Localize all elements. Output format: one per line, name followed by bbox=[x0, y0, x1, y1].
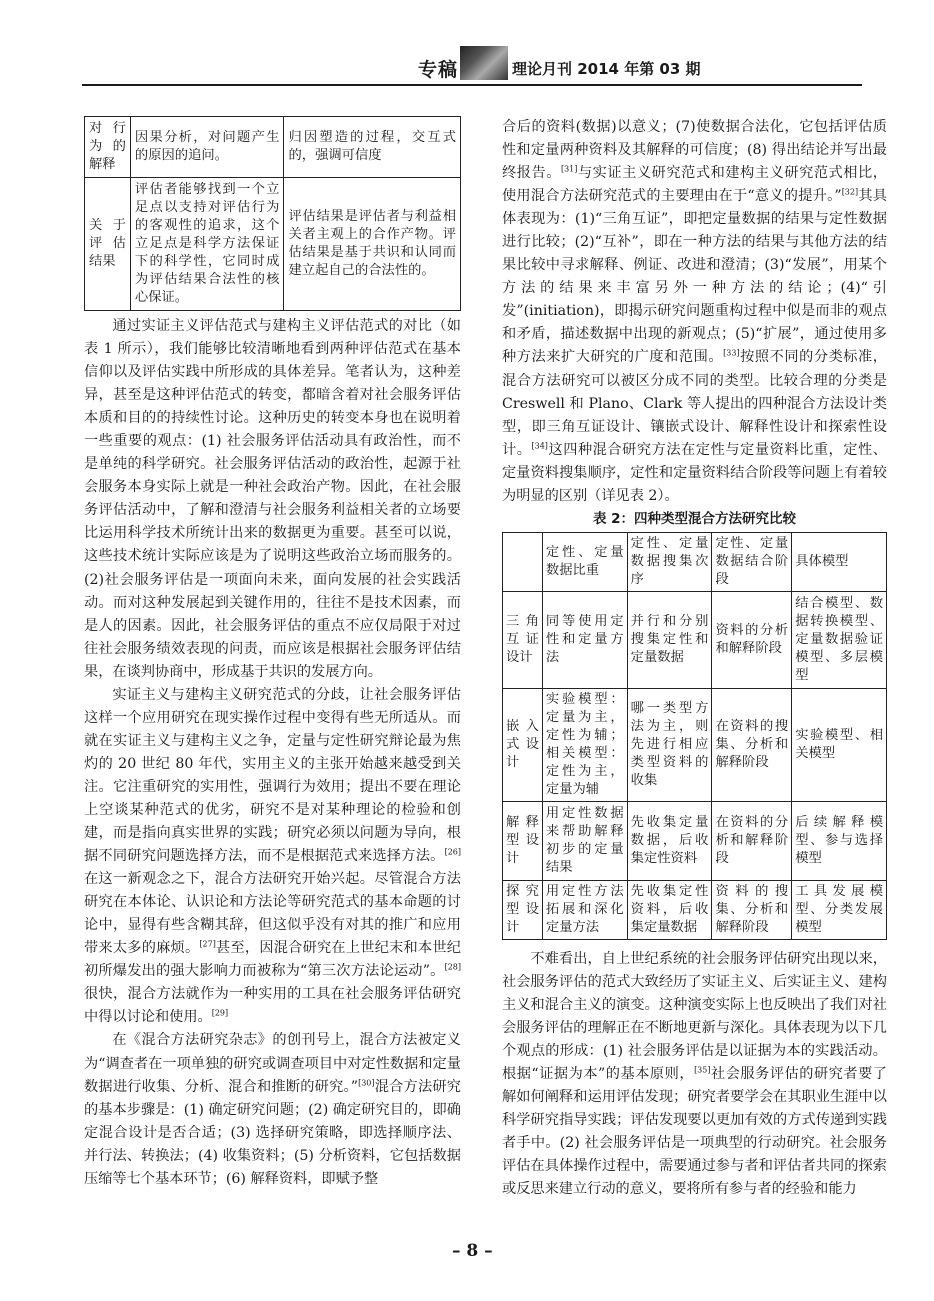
citation: [29] bbox=[211, 1008, 229, 1018]
table-header-cell: 定性、定量数据结合阶段 bbox=[712, 532, 792, 591]
paragraph: 在《混合方法研究杂志》的创刊号上，混合方法被定义为“调查者在一项单独的研究或调查项目中对定性数据和定量数据进行收集、分析、混合和推断的研究。”[30]混合方法研究的基本步骤是：(1) 确定研究问题；(2) 确定研究目的，即确定混合设计是否合适；(3) 选择研究策略，即选择顺序法、并行法、转换法；(4) 收集资料；(5) 分析资料，它包括数据压缩等七个基本环节；(6) 解释资料，即赋予整 bbox=[84, 1032, 461, 1187]
table-cell: 三角互证设计 bbox=[503, 591, 543, 688]
table-cell: 先收集定性资料，后收集定量数据 bbox=[627, 880, 712, 939]
table-cell: 嵌入式设计 bbox=[503, 688, 543, 801]
table-cell: 资料的分析和解释阶段 bbox=[712, 591, 792, 688]
page-number: – 8 – bbox=[452, 1241, 493, 1261]
citation: [30] bbox=[358, 1077, 375, 1087]
table-header-cell: 定性、定量数据搜集次序 bbox=[627, 532, 712, 591]
table-cell: 用定性方法拓展和深化定量方法 bbox=[542, 880, 627, 939]
table-cell: 关于评估结果 bbox=[85, 178, 131, 311]
table-cell: 用定性数据来帮助解释初步的定量结果 bbox=[542, 801, 627, 880]
table-cell: 结合模型、数据转换模型、定量数据验证模型、多层模型 bbox=[792, 591, 887, 688]
citation: [34] bbox=[531, 440, 548, 450]
left-column bbox=[84, 116, 461, 1191]
table-cell: 实验模型、相关模型 bbox=[792, 688, 887, 801]
citation: [28] bbox=[444, 962, 461, 972]
page-header bbox=[0, 0, 934, 90]
table-cell: 资料的搜集、分析和解释阶段 bbox=[712, 880, 792, 939]
citation: [31] bbox=[560, 164, 578, 174]
right-column bbox=[502, 116, 887, 1201]
table-row bbox=[503, 688, 887, 801]
table-cell: 探究型设计 bbox=[503, 880, 543, 939]
table-row bbox=[503, 880, 887, 939]
table-cell: 因果分析，对问题产生的原因的追问。 bbox=[130, 117, 284, 178]
table-cell: 解释型设计 bbox=[503, 801, 543, 880]
table-1-fragment bbox=[84, 116, 461, 311]
table-row bbox=[503, 801, 887, 880]
table-cell: 评估结果是评估者与利益相关者主观上的合作产物。评估结果是基于共识和认同而建立起自己的合法性的。 bbox=[284, 178, 461, 311]
header-rule bbox=[82, 84, 862, 86]
table-cell: 在资料的搜集、分析和解释阶段 bbox=[712, 688, 792, 801]
citation: [26] bbox=[444, 847, 461, 857]
citation: [33] bbox=[723, 348, 740, 358]
journal-title: 理论月刊 2014 年第 03 期 bbox=[512, 60, 701, 78]
table-cell: 并行和分别搜集定性和定量数据 bbox=[627, 591, 712, 688]
table-cell: 实验模型：定量为主，定性为辅；相关模型：定性为主，定量为辅 bbox=[542, 688, 627, 801]
paragraph: 不难看出，自上世纪系统的社会服务评估研究出现以来，社会服务评估的范式大致经历了实证主义、后实证主义、建构主义和混合主义的演变。这种演变实际上也反映出了我们对社会服务评估的理解正在不断地更新与深化。具体表现为以下几个观点的形成：(1) 社会服务评估是以证据为本的实践活动。根据“证据为本”的基本原则，[35]社会服务评估的研究者要了解如何阐释和运用评估发现；研究者要学会在其职业生涯中以科学研究指导实践；评估发现要以更加有效的方式传递到实践者手中。(2) 社会服务评估是一项典型的行动研究。社会服务评估在具体操作过程中，需要通过参与者和评估者共同的探索或反思来建立行动的意义，要将所有参与者的经验和能力 bbox=[502, 950, 887, 1198]
table-cell: 先收集定量数据，后收集定性资料 bbox=[627, 801, 712, 880]
table-cell: 对行为的解释 bbox=[85, 117, 131, 178]
table-cell: 同等使用定性和定量方法 bbox=[542, 591, 627, 688]
table-header-cell bbox=[503, 532, 543, 591]
citation: [35] bbox=[694, 1065, 711, 1075]
table-row bbox=[85, 178, 461, 311]
table-row bbox=[503, 591, 887, 688]
citation: [32] bbox=[841, 187, 859, 197]
table-row bbox=[85, 117, 461, 178]
table-header-cell: 具体模型 bbox=[792, 532, 887, 591]
table-header-cell: 定性、定量数据比重 bbox=[542, 532, 627, 591]
paragraph: 合后的资料(数据)以意义；(7)使数据合法化，它包括评估质性和定量两种资料及其解释的可信度；(8) 得出结论并写出最终报告。[31]与实证主义研究范式和建构主义研究范式相比，使用混合方法研究范式的主要理由在于“意义的提升。”[32]其具体表现为：(1)“三角互证”，即把定量数据的结果与定性数据进行比较；(2)“互补”，即在一种方法的结果与其他方法的结果比较中寻求解释、例证、改进和澄清；(3)“发展”，用某个方法的结果来丰富另外一种方法的结论；(4)“引发”(initiation)，即揭示研究问题重构过程中似是而非的观点和矛盾，描述数据中出现的新观点；(5)“扩展”，通过使用多种方法来扩大研究的广度和范围。[33]按照不同的分类标准，混合方法研究可以被区分成不同的类型。比较合理的分类是 Creswell 和 Plano、Clark 等人提出的四种混合方法设计类型，即三角互证设计、镶嵌式设计、解释性设计和探索性设计。[34]这四种混合研究方法在定性与定量资料比重，定性、定量资料搜集顺序，定性和定量资料结合阶段等问题上有着较为明显的区别（详见表 2）。 bbox=[502, 119, 887, 504]
header-decoration-image bbox=[460, 46, 508, 80]
table-cell: 工具发展模型、分类发展模型 bbox=[792, 880, 887, 939]
table-cell: 哪一类型方法为主，则先进行相应类型资料的收集 bbox=[627, 688, 712, 801]
table-cell: 归因塑造的过程，交互式的，强调可信度 bbox=[284, 117, 461, 178]
table-cell: 后续解释模型、参与选择模型 bbox=[792, 801, 887, 880]
citation: [27] bbox=[199, 939, 216, 949]
table-cell: 在资料的分析和解释阶段 bbox=[712, 801, 792, 880]
table-cell: 评估者能够找到一个立足点以支持对评估行为的客观性的追求，这个立足点是科学方法保证下的科学性，它同时成为评估结果合法性的核心保证。 bbox=[130, 178, 284, 311]
paragraph: 实证主义与建构主义研究范式的分歧，让社会服务评估这样一个应用研究在现实操作过程中变得有些无所适从。而就在实证主义与建构主义之争，定量与定性研究辩论最为焦灼的 20 世纪 80 年代，实用主义的主张开始越来越受到关注。它注重研究的实用性，强调行为效用；提出不要在理论上空谈某种范式的优劣，研究不是对某种理论的检验和创建，而是指向真实世界的实践；研究必须以问题为导向，根据不同研究问题选择方法，而不是根据范式来选择方法。[26]在这一新观念之下，混合方法研究开始兴起。尽管混合方法研究在本体论、认识论和方法论等研究范式的基本命题的讨论中，显得有些含糊其辞，但这似乎没有对其的推广和应用带来太多的麻烦。[27]甚至，因混合研究在上世纪末和本世纪初所爆发出的强大影响力而被称为“第三次方法论运动”。[28]很快，混合方法就作为一种实用的工具在社会服务评估研究中得以讨论和使用。[29] bbox=[84, 686, 461, 1026]
table-2-caption: 表 2：四种类型混合方法研究比较 bbox=[592, 510, 797, 527]
paragraph: 通过实证主义评估范式与建构主义评估范式的对比（如表 1 所示），我们能够比较清晰地看到两种评估范式在基本信仰以及评估实践中所形成的具体差异。笔者认为，这种差异，甚至是这种评估范式的转变，都暗含着对社会服务评估本质和目的的持续性讨论。这种历史的转变本身也在说明着一些重要的观点：(1) 社会服务评估活动具有政治性，而不是单纯的科学研究。社会服务评估活动的政治性，起源于社会服务本身实际上就是一种社会政治产物。因此，在社会服务评估活动中，了解和澄清与社会服务利益相关者的立场要比运用科学技术所统计出来的数据更为重要。甚至可以说，这些技术统计实际应该是为了说明这些政治立场而服务的。(2)社会服务评估是一项面向未来，面向发展的社会实践活动。而对这种发展起到关键作用的，往往不是技术因素，而是人的因素。因此，社会服务评估的重点不应仅局限于对过往社会服务绩效表现的问责，而应该是根据社会服务评估结果，在谈判协商中，形成基于共识的发展方向。 bbox=[84, 318, 461, 680]
table-2 bbox=[502, 532, 887, 940]
table-header-row bbox=[503, 532, 887, 591]
section-label: 专稿 bbox=[418, 59, 459, 81]
